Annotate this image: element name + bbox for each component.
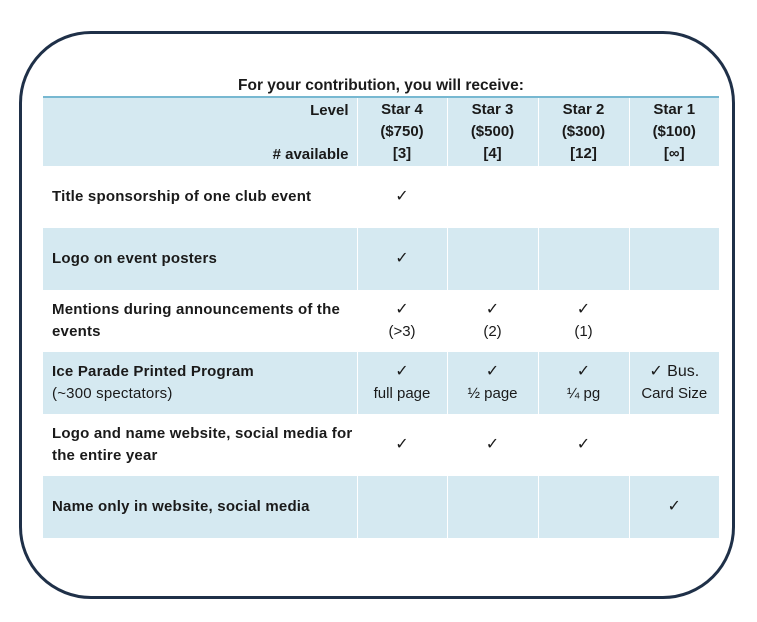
benefit-note: ¼ pg bbox=[566, 385, 601, 402]
benefit-cell bbox=[447, 476, 538, 538]
available-label: # available bbox=[272, 146, 349, 163]
tier-available: [4] bbox=[483, 145, 502, 162]
benefit-cell bbox=[447, 166, 538, 228]
tier-available: [∞] bbox=[663, 145, 685, 162]
header-row bbox=[43, 97, 719, 166]
benefit-cell bbox=[357, 476, 447, 538]
benefit-cell bbox=[538, 352, 629, 414]
checkmark-icon: ✓ bbox=[395, 301, 409, 318]
tier-name: Star 2 bbox=[562, 101, 605, 118]
benefit-cell bbox=[447, 352, 538, 414]
tier-header-star4 bbox=[357, 97, 447, 166]
feature-label: Mentions during announcements of the events bbox=[52, 301, 341, 340]
benefit-cell bbox=[538, 476, 629, 538]
feature-label bbox=[43, 352, 357, 414]
checkmark-icon: ✓ bbox=[576, 436, 591, 453]
tier-price: ($300) bbox=[561, 123, 606, 140]
checkmark-icon: ✓ bbox=[667, 498, 681, 515]
feature-label: Title sponsorship of one club event bbox=[52, 188, 312, 205]
benefit-cell bbox=[629, 166, 719, 228]
table-row bbox=[43, 476, 719, 538]
checkmark-icon: ✓ Bus. bbox=[649, 363, 700, 380]
benefit-cell bbox=[538, 228, 629, 290]
benefit-cell bbox=[629, 290, 719, 352]
checkmark-icon: ✓ bbox=[395, 188, 409, 205]
checkmark-icon: ✓ bbox=[485, 363, 500, 380]
benefit-cell bbox=[447, 290, 538, 352]
benefit-cell bbox=[447, 414, 538, 476]
benefit-cell bbox=[629, 476, 719, 538]
table-row bbox=[43, 352, 719, 414]
tier-price: ($500) bbox=[470, 123, 515, 140]
benefit-note: ½ page bbox=[467, 385, 518, 402]
checkmark-icon: ✓ bbox=[576, 363, 591, 380]
checkmark-icon: ✓ bbox=[395, 250, 409, 267]
tier-header-star2 bbox=[538, 97, 629, 166]
feature-label: Logo on event posters bbox=[43, 228, 357, 290]
tier-name: Star 4 bbox=[381, 101, 423, 118]
table-caption: For your contribution, you will receive: bbox=[238, 77, 524, 94]
tier-name: Star 1 bbox=[653, 101, 696, 118]
benefit-cell bbox=[629, 414, 719, 476]
tier-available: [12] bbox=[570, 145, 597, 162]
table-row bbox=[43, 414, 719, 476]
checkmark-icon: ✓ bbox=[576, 301, 591, 318]
benefit-note: Card Size bbox=[641, 385, 708, 402]
benefit-note: full page bbox=[373, 385, 431, 402]
benefit-cell bbox=[538, 166, 629, 228]
benefit-cell bbox=[357, 290, 447, 352]
tier-price: ($100) bbox=[652, 123, 696, 140]
feature-detail: (~300 spectators) bbox=[52, 385, 173, 402]
sponsorship-table bbox=[43, 96, 719, 538]
benefit-cell bbox=[629, 352, 719, 414]
benefit-note: (1) bbox=[574, 323, 593, 340]
benefit-cell bbox=[538, 414, 629, 476]
tier-header-star3 bbox=[447, 97, 538, 166]
table-row bbox=[43, 228, 719, 290]
feature-label: Name only in website, social media bbox=[43, 476, 357, 538]
benefit-cell bbox=[538, 290, 629, 352]
benefit-cell bbox=[357, 228, 447, 290]
checkmark-icon: ✓ bbox=[485, 436, 500, 453]
benefit-cell bbox=[629, 228, 719, 290]
benefit-cell bbox=[357, 414, 447, 476]
tier-price: ($750) bbox=[380, 123, 424, 140]
header-label-cell bbox=[43, 97, 357, 166]
table-row bbox=[43, 166, 719, 228]
tier-available: [3] bbox=[392, 145, 412, 162]
tier-name: Star 3 bbox=[471, 101, 514, 118]
benefit-cell bbox=[357, 166, 447, 228]
level-label: Level bbox=[310, 102, 349, 119]
feature-label: Logo and name website, social media for the entire year bbox=[52, 425, 353, 464]
checkmark-icon: ✓ bbox=[485, 301, 500, 318]
checkmark-icon: ✓ bbox=[395, 363, 409, 380]
benefit-note: (2) bbox=[483, 323, 502, 340]
tier-header-star1 bbox=[629, 97, 719, 166]
table-row bbox=[43, 290, 719, 352]
feature-title: Ice Parade Printed Program bbox=[52, 363, 254, 380]
checkmark-icon: ✓ bbox=[395, 436, 409, 453]
benefit-cell bbox=[357, 352, 447, 414]
benefit-cell bbox=[447, 228, 538, 290]
benefit-note: (>3) bbox=[388, 323, 416, 340]
